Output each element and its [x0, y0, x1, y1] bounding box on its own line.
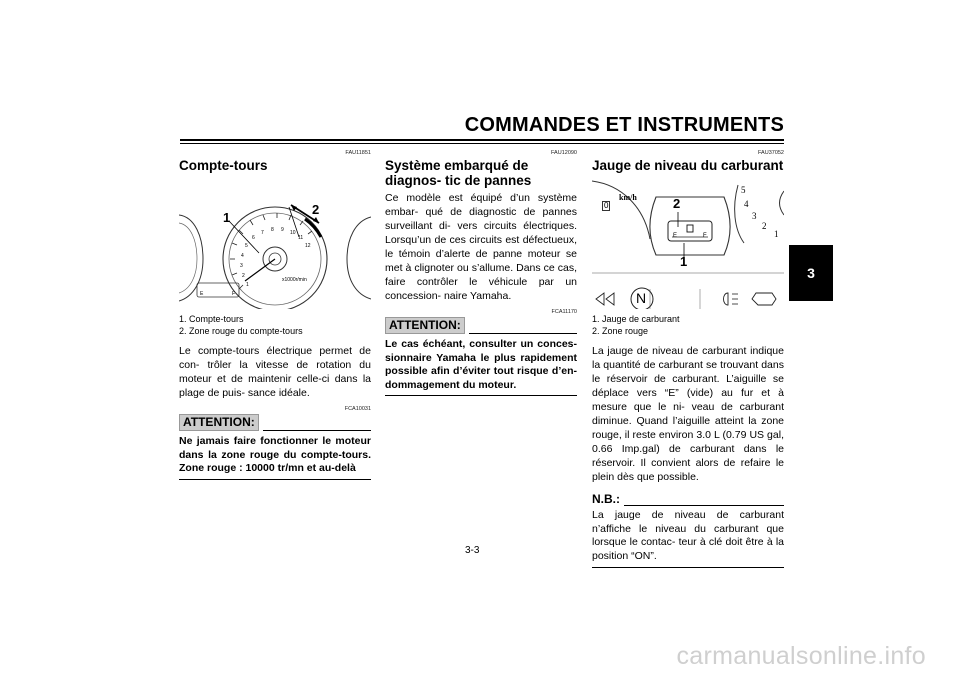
tick-label-10: 10 — [290, 230, 296, 236]
page-number: 3-3 — [465, 545, 480, 556]
fuel-letter-f: F — [232, 291, 236, 297]
speed-unit: km/h — [619, 193, 637, 202]
tach-number-2: 2 — [762, 221, 767, 231]
section-heading: Compte-tours — [179, 158, 268, 173]
section-code: FAU37052 — [758, 150, 784, 156]
callout-1: 1 — [223, 210, 231, 225]
body-text: Ce modèle est équipé d’un système embar- qué de diagnostic de pannes surveillant di- vers circuits électriques. Lorsqu’un de ces circuits est défectueux, le témoin d’alerte de panne moteur se met à clignoter ou s’allume. Dans ce cas, faire contrôler le véhicule par un concession- naire Yamaha. — [385, 192, 577, 302]
chapter-tab: 3 — [789, 245, 833, 301]
tick-label-9: 9 — [281, 227, 284, 233]
attention-code: FCA10031 — [344, 406, 371, 412]
attention-body: Ne jamais faire fonctionner le moteur dans la zone rouge du compte-tours. Zone rouge : 10000 tr/mn et au-delà — [179, 435, 371, 480]
attention-label: ATTENTION: — [385, 317, 465, 334]
watermark: carmanualsonline.info — [676, 642, 926, 670]
figure-captions — [179, 314, 371, 337]
tick-label-7: 7 — [261, 230, 264, 236]
odometer-digit: 0 — [604, 201, 609, 210]
column-diagnostics — [385, 150, 577, 396]
caption-item: 2. Zone rouge — [592, 325, 649, 336]
header-rule — [180, 139, 784, 141]
tick-label-8: 8 — [271, 227, 274, 233]
tach-number-5: 5 — [741, 185, 746, 195]
tick-label-11: 11 — [298, 235, 304, 241]
tick-label-4: 4 — [241, 253, 244, 259]
attention-body: Le cas échéant, consulter un conces- sionnaire Yamaha le plus rapidement possible afin d’éviter tout risque d’en- dommagement du moteur. — [385, 338, 577, 396]
attention-label: ATTENTION: — [179, 414, 259, 431]
fuel-letter-e: E — [200, 291, 204, 297]
fuel-gauge-figure — [592, 177, 784, 309]
tick-label-12: 12 — [305, 243, 311, 249]
caption-item: 1. Compte-tours — [179, 314, 244, 324]
nb-body: La jauge de niveau de carburant n’affiche le niveau du carburant que lorsque le contac- teur à clé doit être à la position “ON”. — [592, 509, 784, 568]
section-heading: Système embarqué de diagnos- tic de pannes — [385, 158, 532, 188]
tick-label-1: 1 — [246, 282, 249, 288]
attention-rule — [263, 430, 371, 431]
tach-number-4: 4 — [744, 199, 749, 209]
callout-1: 1 — [680, 254, 688, 269]
tick-label-6: 6 — [252, 235, 255, 241]
section-heading: Jauge de niveau du carburant — [592, 158, 784, 173]
page-header-title: COMMANDES ET INSTRUMENTS — [464, 114, 784, 136]
body-text: La jauge de niveau de carburant indique la quantité de carburant se trouvant dans le réservoir de carburant. L’aiguille se déplace vers “E” (vide) au fur et à mesure que le ni- veau de carburant diminue. Quand l’aiguille atteint la zone rouge, il reste environ 3.0 L (0.79 US gal, 0.66 Imp.gal) de carburant dans le réservoir. Il convient alors de refaire le plein dès que possible. — [592, 345, 784, 483]
caption-item: 1. Jauge de carburant — [592, 314, 680, 324]
tick-label-3: 3 — [240, 263, 243, 269]
figure-captions — [592, 314, 784, 337]
caption-item: 2. Zone rouge du compte-tours — [179, 325, 303, 336]
neutral-indicator: N — [636, 290, 647, 306]
tach-number-1: 1 — [774, 229, 779, 239]
attention-code: FCA11170 — [551, 309, 577, 315]
section-code: FAU12090 — [551, 150, 577, 156]
callout-2: 2 — [312, 202, 320, 217]
tick-label-2: 2 — [242, 273, 245, 279]
fuel-letter-f: F — [703, 233, 707, 239]
dial-unit-label: x1000r/min — [282, 277, 307, 283]
column-tachometer — [179, 150, 371, 480]
attention-rule — [469, 333, 577, 334]
fuel-letter-e: E — [673, 233, 678, 239]
nb-label: N.B.: — [592, 492, 620, 506]
column-fuel-gauge — [592, 150, 784, 568]
nb-rule — [624, 505, 784, 506]
tachometer-figure — [179, 177, 371, 309]
tick-label-5: 5 — [245, 243, 248, 249]
callout-2: 2 — [673, 196, 681, 211]
header-rule-thin — [180, 143, 784, 144]
section-code: FAU11851 — [345, 150, 371, 156]
tach-number-3: 3 — [752, 211, 757, 221]
body-text: Le compte-tours électrique permet de con- trôler la vitesse de rotation du moteur et de maintenir celle-ci dans la plage de puis- sance idéale. — [179, 345, 371, 399]
